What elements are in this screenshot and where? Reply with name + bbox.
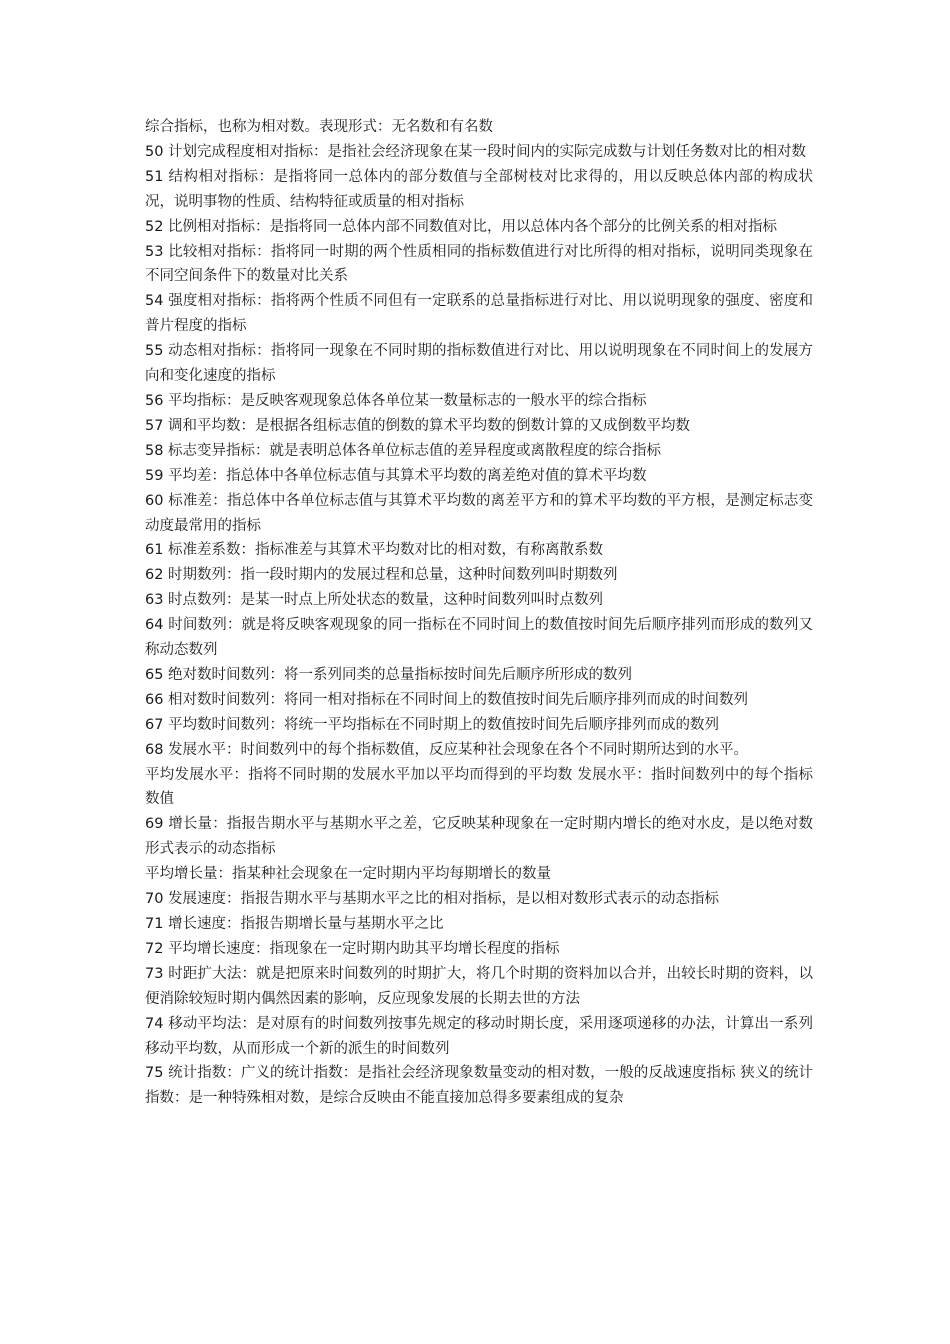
paragraph-70: 70 发展速度：指报告期水平与基期水平之比的相对指标，是以相对数形式表示的动态指标 bbox=[145, 891, 720, 908]
paragraph-62: 62 时期数列：指一段时期内的发展过程和总量，这种时间数列叫时期数列 bbox=[145, 567, 618, 584]
paragraph-50: 50 计划完成程度相对指标：是指社会经济现象在某一段时间内的实际完成数与计划任务数对比的相对数 bbox=[145, 143, 807, 160]
paragraph-intro: 综合指标，也称为相对数。表现形式：无名数和有名数 bbox=[145, 119, 493, 135]
paragraph-54: 54 强度相对指标：指将两个性质不同但有一定联系的总量指标进行对比、用以说明现象的强度、密度和普片程度的指标 bbox=[145, 293, 813, 335]
paragraph-72: 72 平均增长速度：指现象在一定时期内助其平均增长程度的指标 bbox=[145, 940, 560, 957]
paragraph-69: 69 增长量：指报告期水平与基期水平之差，它反映某种现象在一定时期内增长的绝对水皮，是以绝对数形式表示的动态指标 bbox=[145, 816, 813, 858]
paragraph-65: 65 绝对数时间数列：将一系列同类的总量指标按时间先后顺序所形成的数列 bbox=[145, 666, 633, 683]
paragraph-66: 66 相对数时间数列：将同一相对指标在不同时间上的数值按时间先后顺序排列而成的时间数列 bbox=[145, 691, 749, 708]
paragraph-75: 75 统计指数：广义的统计指数：是指社会经济现象数量变动的相对数，一般的反战速度指标 狭义的统计指数：是一种特殊相对数，是综合反映由不能直接加总得多要素组成的复杂 bbox=[145, 1065, 813, 1107]
paragraph-55: 55 动态相对指标：指将同一现象在不同时期的指标数值进行对比、用以说明现象在不同时间上的发展方向和变化速度的指标 bbox=[145, 343, 813, 385]
paragraph-63: 63 时点数列：是某一时点上所处状态的数量，这种时间数列叫时点数列 bbox=[145, 592, 604, 609]
paragraph-61: 61 标准差系数：指标准差与其算术平均数对比的相对数，有称离散系数 bbox=[145, 542, 604, 559]
paragraph-64: 64 时间数列：就是将反映客观现象的同一指标在不同时间上的数值按时间先后顺序排列而形成的数列又称动态数列 bbox=[145, 617, 813, 659]
paragraph-52: 52 比例相对指标：是指将同一总体内部不同数值对比，用以总体内各个部分的比例关系的相对指标 bbox=[145, 218, 778, 235]
paragraph-68: 68 发展水平：时间数列中的每个指标数值，反应某种社会现象在各个不同时期所达到的水平。 bbox=[145, 741, 749, 758]
paragraph-73: 73 时距扩大法：就是把原来时间数列的时期扩大，将几个时期的资料加以合并，出较长时期的资料，以便消除较短时期内偶然因素的影响，反应现象发展的长期去世的方法 bbox=[145, 965, 813, 1007]
paragraph-51: 51 结构相对指标：是指将同一总体内的部分数值与全部树枝对比求得的，用以反映总体内部的构成状况，说明事物的性质、结构特征或质量的相对指标 bbox=[145, 168, 813, 210]
paragraph-74: 74 移动平均法：是对原有的时间数列按事先规定的移动时期长度，采用逐项递移的办法，计算出一系列移动平均数，从而形成一个新的派生的时间数列 bbox=[145, 1015, 813, 1057]
paragraph-58: 58 标志变异指标：就是表明总体各单位标志值的差异程度或离散程度的综合指标 bbox=[145, 442, 662, 459]
paragraph-71: 71 增长速度：指报告期增长量与基期水平之比 bbox=[145, 916, 444, 932]
paragraph-59: 59 平均差：指总体中各单位标志值与其算术平均数的离差绝对值的算术平均数 bbox=[145, 467, 647, 484]
paragraph-60: 60 标准差：指总体中各单位标志值与其算术平均数的离差平方和的算术平均数的平方根，是测定标志变动度最常用的指标 bbox=[145, 492, 813, 534]
paragraph-67: 67 平均数时间数列：将统一平均指标在不同时期上的数值按时间先后顺序排列而成的数列 bbox=[145, 716, 720, 733]
paragraph-56: 56 平均指标：是反映客观现象总体各单位某一数量标志的一般水平的综合指标 bbox=[145, 392, 647, 409]
paragraph-53: 53 比较相对指标：指将同一时期的两个性质相同的指标数值进行对比所得的相对指标，说明同类现象在不同空间条件下的数量对比关系 bbox=[145, 243, 813, 285]
document-body bbox=[145, 115, 813, 1111]
paragraph-57: 57 调和平均数：是根据各组标志值的倒数的算术平均数的倒数计算的又成倒数平均数 bbox=[145, 417, 691, 434]
paragraph-69-average: 平均增长量：指某种社会现象在一定时期内平均每期增长的数量 bbox=[145, 866, 551, 883]
paragraph-68-average: 平均发展水平：指将不同时期的发展水平加以平均而得到的平均数 发展水平：指时间数列中的每个指标数值 bbox=[145, 766, 813, 808]
